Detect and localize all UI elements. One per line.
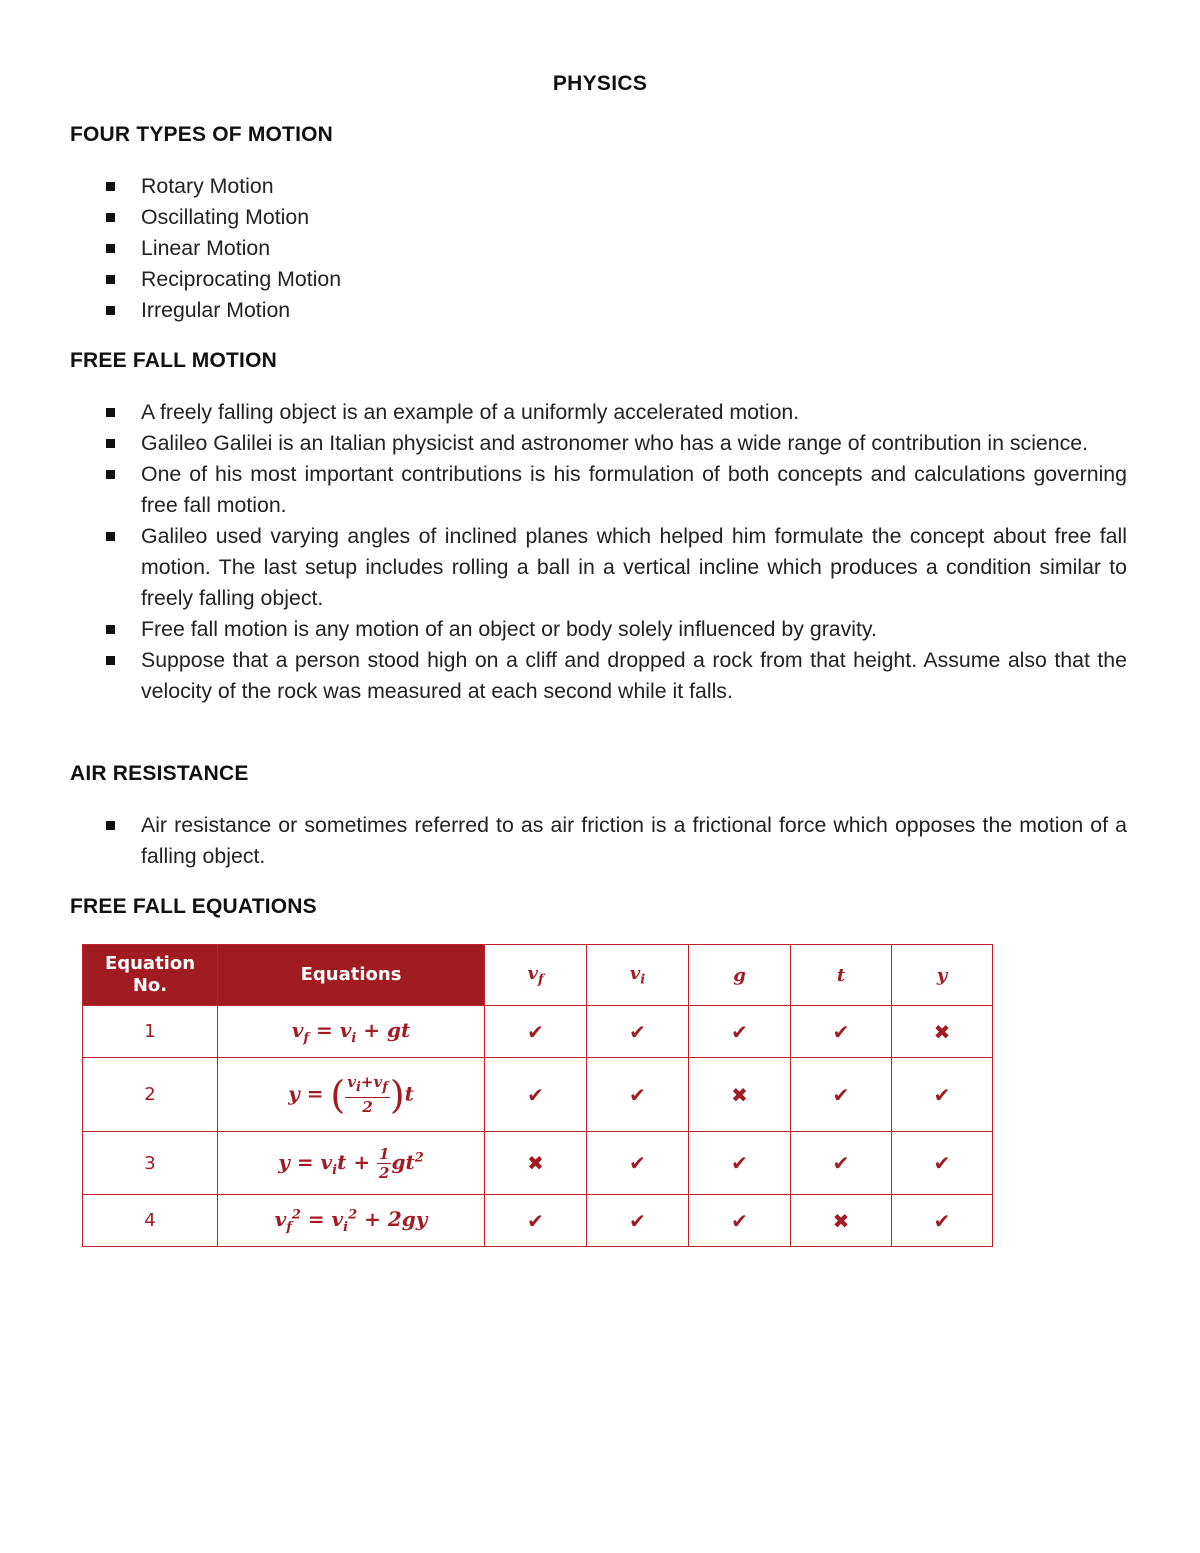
equation-number: 3 bbox=[83, 1132, 218, 1195]
header-equations: Equations bbox=[218, 945, 485, 1006]
equation-formula: $v_f = v_i$ + gt bbox=[218, 1006, 485, 1058]
bullet-icon bbox=[106, 306, 115, 315]
header-vi: $v_i$ bbox=[587, 945, 689, 1006]
free-fall-equations-table bbox=[82, 944, 993, 1247]
mark-cell: ✔ bbox=[892, 1132, 993, 1195]
list-item: Suppose that a person stood high on a cliff and dropped a rock from that height. Assume also that the velocity of the rock was measured at each second while it falls. bbox=[0, 645, 1127, 707]
mark-cell: ✔ bbox=[689, 1132, 791, 1195]
bullet-icon bbox=[106, 408, 115, 417]
mark-cell: ✖ bbox=[689, 1058, 791, 1132]
mark-cell: ✖ bbox=[892, 1006, 993, 1058]
mark-cell: ✔ bbox=[892, 1195, 993, 1247]
equation-formula: $y = v_it$ + $\frac{1}{2}$ $gt^2$ bbox=[218, 1132, 485, 1195]
bullet-icon bbox=[106, 470, 115, 479]
list-item: Linear Motion bbox=[0, 233, 1127, 264]
list-item: A freely falling object is an example of a uniformly accelerated motion. bbox=[0, 397, 1127, 428]
list-item: Reciprocating Motion bbox=[0, 264, 1127, 295]
list-item: Galileo Galilei is an Italian physicist and astronomer who has a wide range of contribution in science. bbox=[0, 428, 1127, 459]
header-t: t bbox=[791, 945, 892, 1006]
list-item: Free fall motion is any motion of an object or body solely influenced by gravity. bbox=[0, 614, 1127, 645]
list-item: Irregular Motion bbox=[0, 295, 1127, 326]
table-header-row bbox=[83, 945, 993, 1006]
mark-cell: ✔ bbox=[485, 1006, 587, 1058]
equation-number: 2 bbox=[83, 1058, 218, 1132]
bullet-icon bbox=[106, 182, 115, 191]
bullet-icon bbox=[106, 656, 115, 665]
bullet-icon bbox=[106, 625, 115, 634]
table-row bbox=[83, 1006, 993, 1058]
mark-cell: ✔ bbox=[689, 1195, 791, 1247]
equation-formula: $v_f^2 = v_i^2 + 2gy$ bbox=[218, 1195, 485, 1247]
list-item: Air resistance or sometimes referred to as air friction is a frictional force which opposes the motion of a falling object. bbox=[0, 810, 1127, 872]
bullet-icon bbox=[106, 821, 115, 830]
heading-types-of-motion: FOUR TYPES OF MOTION bbox=[70, 123, 334, 146]
equation-number: 1 bbox=[83, 1006, 218, 1058]
bullet-icon bbox=[106, 213, 115, 222]
mark-cell: ✔ bbox=[587, 1132, 689, 1195]
bullet-icon bbox=[106, 275, 115, 284]
list-item: Oscillating Motion bbox=[0, 202, 1127, 233]
air-resistance-list bbox=[0, 810, 1200, 872]
equation-formula: y = ( $\frac{v_i+v_f}{2}$ )t bbox=[218, 1058, 485, 1132]
list-item: Rotary Motion bbox=[0, 171, 1127, 202]
free-fall-list bbox=[0, 397, 1200, 707]
mark-cell: ✔ bbox=[791, 1006, 892, 1058]
heading-free-fall-equations: FREE FALL EQUATIONS bbox=[70, 895, 317, 918]
list-item: Galileo used varying angles of inclined planes which helped him formulate the concept about free fall motion. The last setup includes rolling a ball in a vertical incline which produces a condition similar to freely falling object. bbox=[0, 521, 1127, 614]
header-g: g bbox=[689, 945, 791, 1006]
mark-cell: ✔ bbox=[892, 1058, 993, 1132]
table-row bbox=[83, 1058, 993, 1132]
bullet-icon bbox=[106, 244, 115, 253]
header-vf: $v_f$ bbox=[485, 945, 587, 1006]
equation-number: 4 bbox=[83, 1195, 218, 1247]
mark-cell: ✔ bbox=[485, 1195, 587, 1247]
mark-cell: ✔ bbox=[485, 1058, 587, 1132]
bullet-icon bbox=[106, 532, 115, 541]
mark-cell: ✖ bbox=[791, 1195, 892, 1247]
table-row bbox=[83, 1195, 993, 1247]
header-equation-number: Equation No. bbox=[83, 945, 218, 1006]
mark-cell: ✔ bbox=[587, 1058, 689, 1132]
mark-cell: ✔ bbox=[689, 1006, 791, 1058]
heading-free-fall-motion: FREE FALL MOTION bbox=[70, 349, 277, 372]
bullet-icon bbox=[106, 439, 115, 448]
mark-cell: ✔ bbox=[791, 1132, 892, 1195]
mark-cell: ✖ bbox=[485, 1132, 587, 1195]
header-y: y bbox=[892, 945, 993, 1006]
mark-cell: ✔ bbox=[791, 1058, 892, 1132]
mark-cell: ✔ bbox=[587, 1006, 689, 1058]
page-title: PHYSICS bbox=[552, 72, 648, 95]
types-of-motion-list bbox=[0, 171, 1200, 326]
mark-cell: ✔ bbox=[587, 1195, 689, 1247]
list-item: One of his most important contributions is his formulation of both concepts and calculations governing free fall motion. bbox=[0, 459, 1127, 521]
heading-air-resistance: AIR RESISTANCE bbox=[70, 762, 249, 785]
table-row bbox=[83, 1132, 993, 1195]
